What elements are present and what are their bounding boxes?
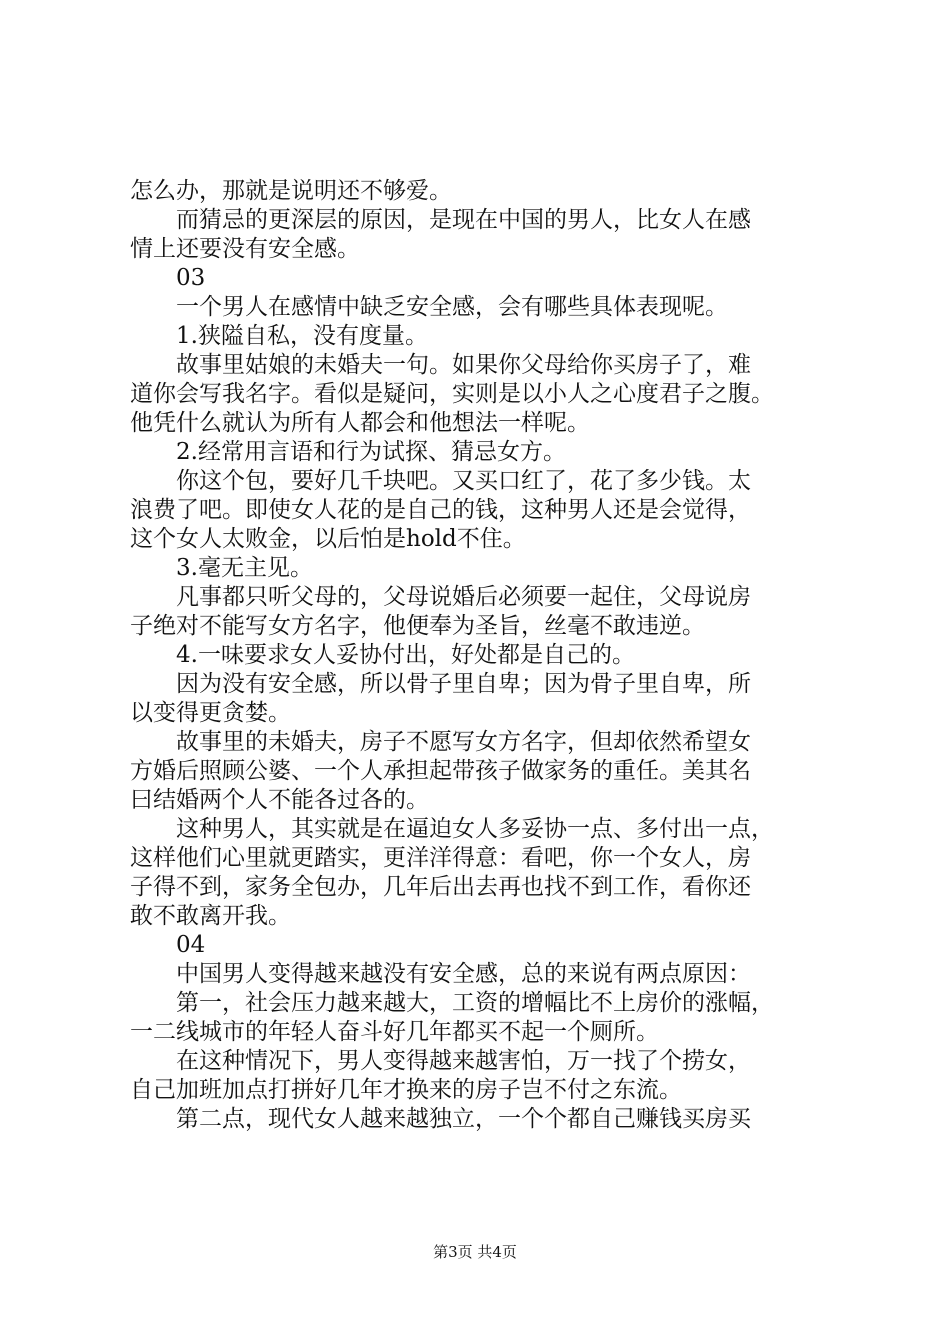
paragraph — [130, 177, 830, 206]
paragraph — [130, 293, 830, 322]
text-line: 子绝对不能写女方名字，他便奉为圣旨，丝毫不敢违逆。 — [130, 613, 705, 639]
text-line: 2.经常用言语和行为试探、猜忌女方。 — [176, 439, 566, 465]
text-line: 故事里姑娘的未婚夫一句。如果你父母给你买房子了，难 — [176, 352, 751, 378]
text-line: 方婚后照顾公婆、一个人承担起带孩子做家务的重任。美其名 — [130, 758, 751, 784]
text-line: 3.毫无主见。 — [176, 555, 313, 581]
page-footer: 第3页 共4页 — [433, 1243, 517, 1261]
paragraph — [130, 351, 830, 438]
text-line: 第二点，现代女人越来越独立，一个个都自己赚钱买房买 — [176, 1106, 751, 1132]
paragraph — [130, 554, 830, 583]
paragraph — [130, 641, 830, 670]
text-line: 曰结婚两个人不能各过各的。 — [130, 787, 429, 813]
text-line: 你这个包，要好几千块吧。又买口红了，花了多少钱。太 — [176, 468, 751, 494]
text-line: 在这种情况下，男人变得越来越害怕，万一找了个捞女， — [176, 1048, 751, 1074]
paragraph — [130, 960, 830, 989]
text-line: 浪费了吧。即使女人花的是自己的钱，这种男人还是会觉得， — [130, 497, 751, 523]
text-line: 情上还要没有安全感。 — [130, 236, 360, 262]
text-line: 自己加班加点打拼好几年才换来的房子岂不付之东流。 — [130, 1077, 682, 1103]
text-line: 一个男人在感情中缺乏安全感，会有哪些具体表现呢。 — [176, 294, 728, 320]
text-line: 4.一味要求女人妥协付出，好处都是自己的。 — [176, 642, 635, 668]
text-line: 1.狭隘自私，没有度量。 — [176, 323, 428, 349]
text-line: 故事里的未婚夫，房子不愿写女方名字，但却依然希望女 — [176, 729, 751, 755]
paragraph — [130, 438, 830, 467]
text-line: 子得不到，家务全包办，几年后出去再也找不到工作，看你还 — [130, 874, 751, 900]
text-line: 凡事都只听父母的，父母说婚后必须要一起住，父母说房 — [176, 584, 751, 610]
paragraph — [130, 931, 830, 960]
document-body — [130, 177, 830, 1134]
paragraph — [130, 322, 830, 351]
text-line: 敢不敢离开我。 — [130, 903, 291, 929]
paragraph — [130, 815, 830, 931]
paragraph — [130, 1105, 830, 1134]
text-line: 03 — [176, 265, 206, 291]
text-line: 这种男人，其实就是在逼迫女人多妥协一点、多付出一点， — [176, 816, 774, 842]
paragraph — [130, 264, 830, 293]
text-line: 一二线城市的年轻人奋斗好几年都买不起一个厕所。 — [130, 1019, 659, 1045]
text-line: 道你会写我名字。看似是疑问，实则是以小人之心度君子之腹。 — [130, 381, 774, 407]
text-line: 他凭什么就认为所有人都会和他想法一样呢。 — [130, 410, 590, 436]
paragraph — [130, 467, 830, 554]
paragraph — [130, 583, 830, 641]
paragraph — [130, 206, 830, 264]
text-line: 因为没有安全感，所以骨子里自卑；因为骨子里自卑，所 — [176, 671, 751, 697]
paragraph — [130, 670, 830, 728]
text-line: 而猜忌的更深层的原因，是现在中国的男人，比女人在感 — [176, 207, 751, 233]
paragraph — [130, 989, 830, 1047]
text-line: 这样他们心里就更踏实，更洋洋得意：看吧，你一个女人，房 — [130, 845, 751, 871]
text-line: 第一，社会压力越来越大，工资的增幅比不上房价的涨幅， — [176, 990, 774, 1016]
paragraph — [130, 728, 830, 815]
paragraph — [130, 1047, 830, 1105]
text-line: 04 — [176, 932, 206, 958]
text-line: 中国男人变得越来越没有安全感，总的来说有两点原因： — [176, 961, 751, 987]
text-line: 怎么办，那就是说明还不够爱。 — [130, 178, 452, 204]
text-line: 这个女人太败金，以后怕是hold不住。 — [130, 526, 526, 552]
text-line: 以变得更贪婪。 — [130, 700, 291, 726]
